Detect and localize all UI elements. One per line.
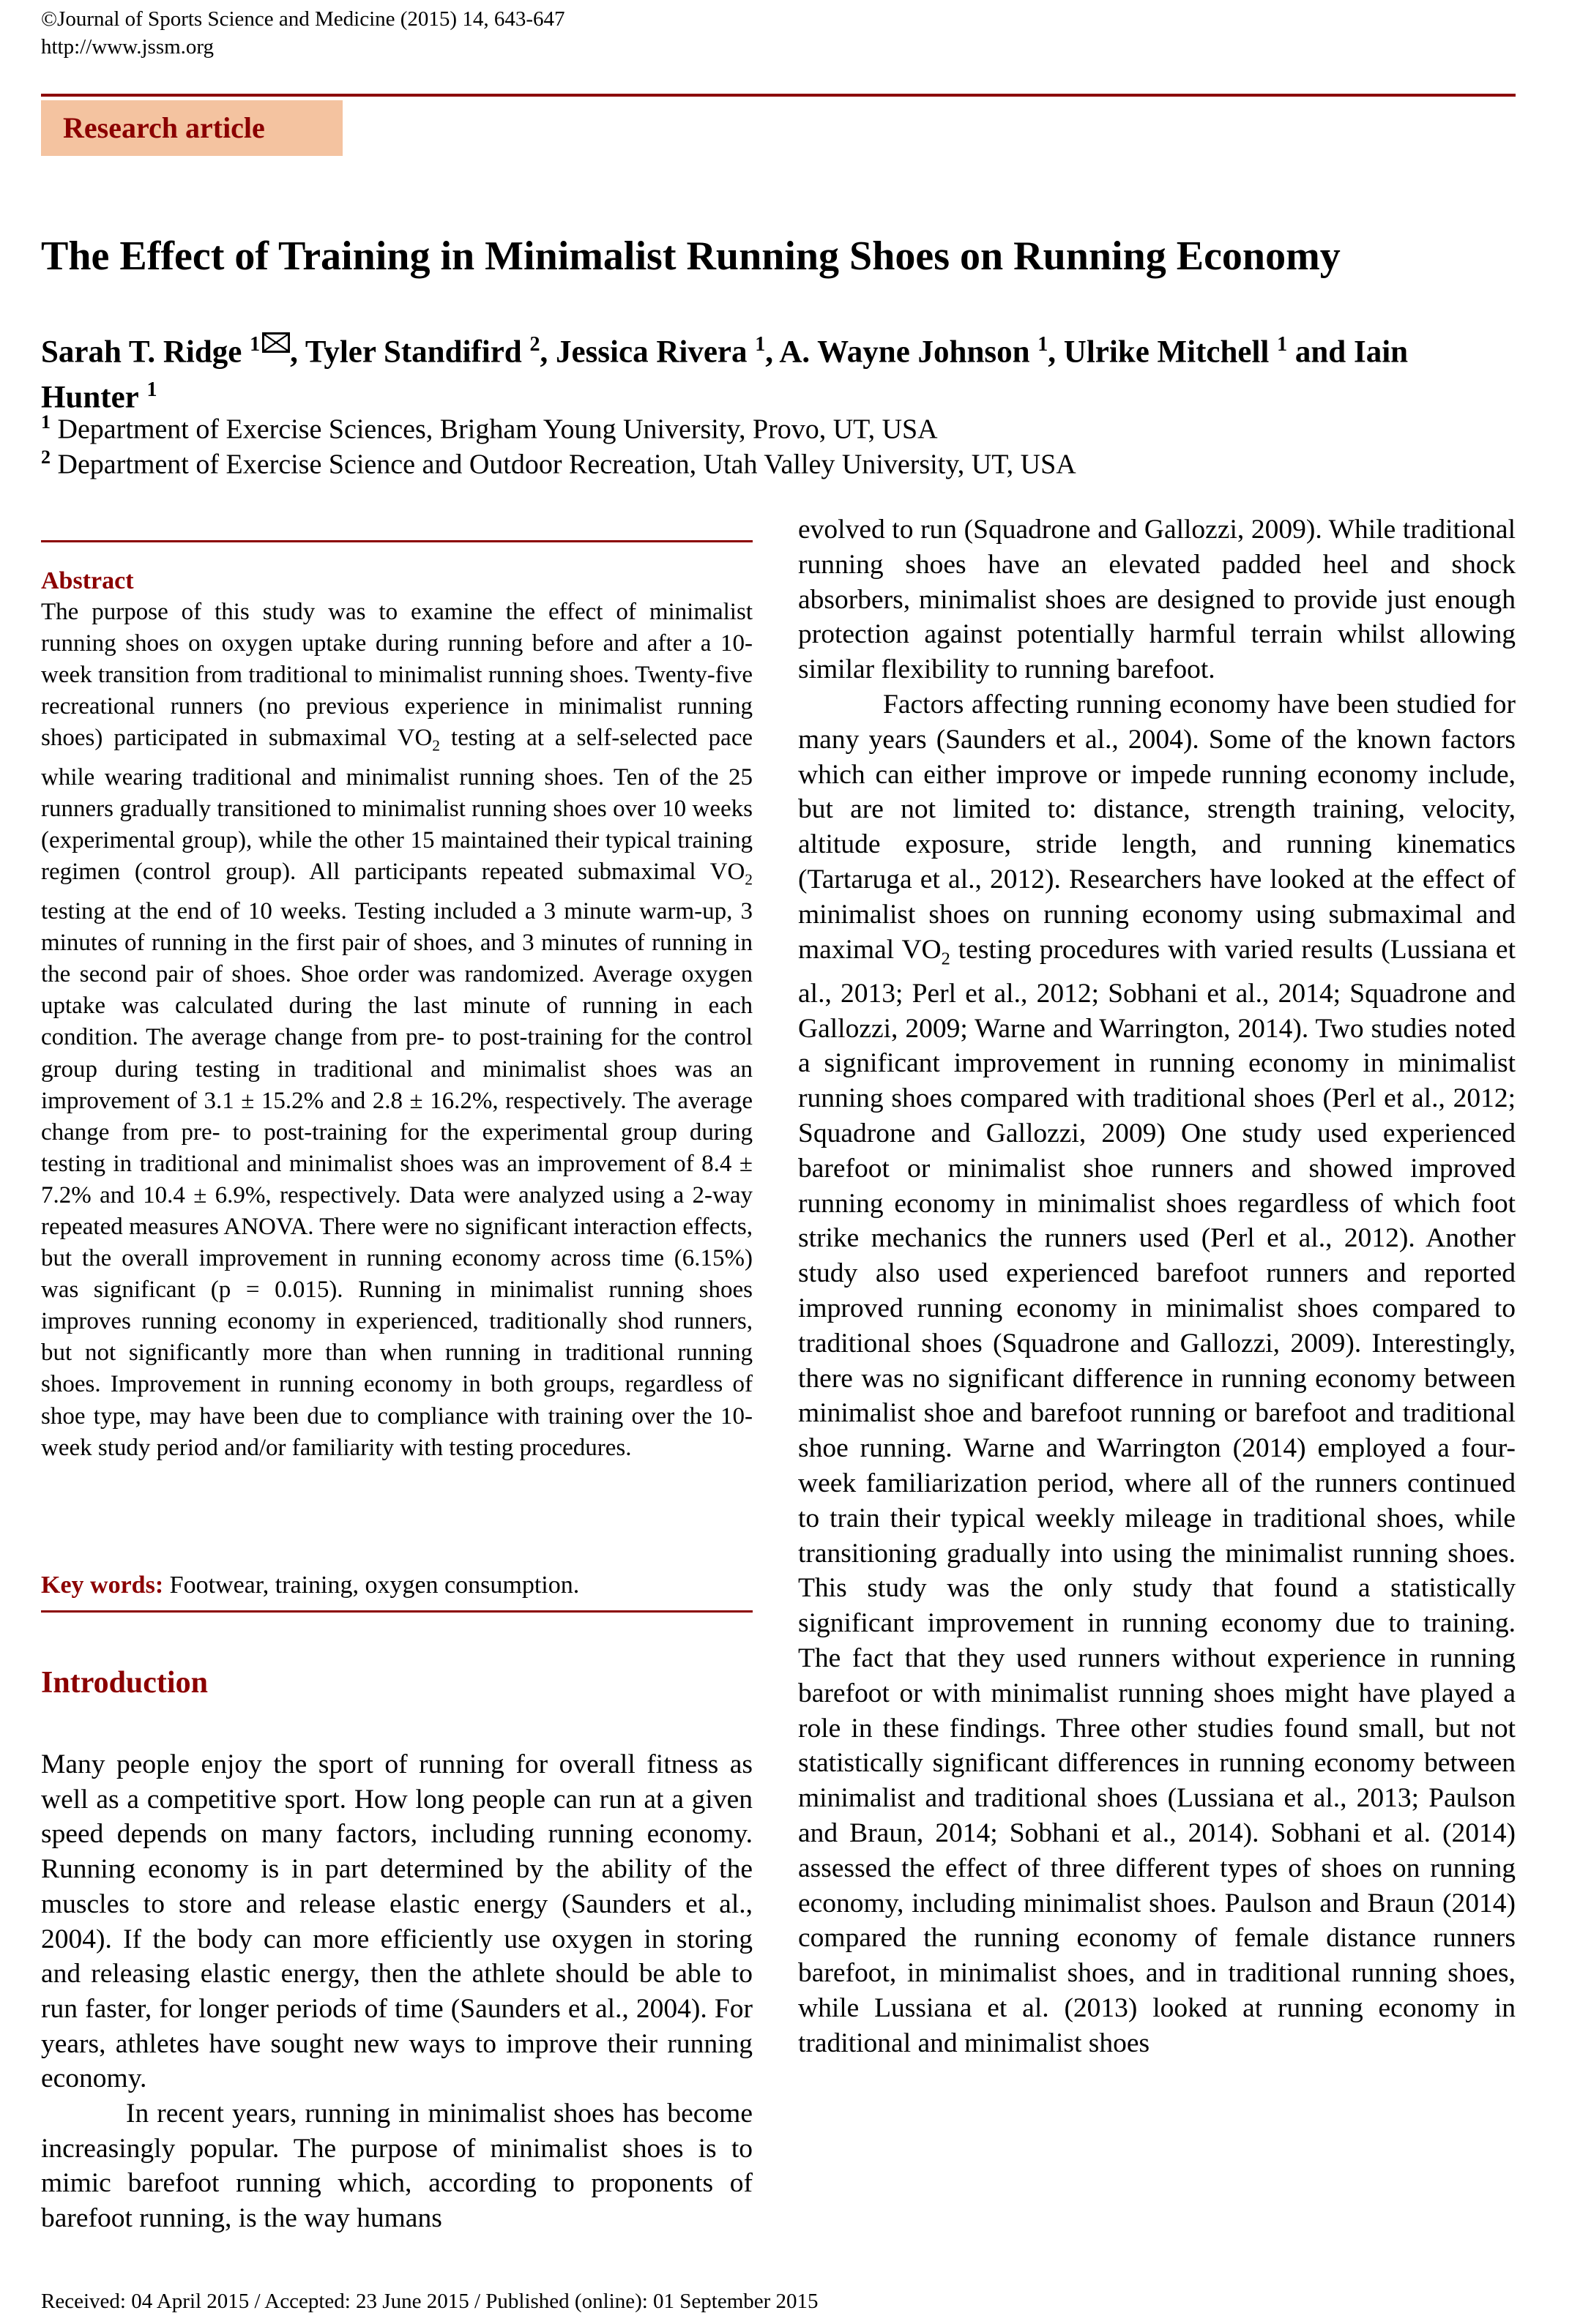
subscript: 2	[745, 870, 753, 889]
author-affil-number: 1	[146, 378, 157, 402]
subscript: 2	[432, 736, 440, 755]
journal-url[interactable]: http://www.jssm.org	[41, 35, 215, 59]
author-affil-number: 1	[1037, 333, 1048, 356]
paragraph: evolved to run (Squadrone and Gallozzi, 2009). While traditional running shoes have an elevated padded heel and shock absorbers, minimalist shoes are designed to provide just enough protection against potentially harmful terrain whilst allowing similar flexibility to running barefoot.	[798, 515, 1516, 685]
author-name: , A. Wayne Johnson	[765, 335, 1030, 370]
paragraph-text: Factors affecting running economy have been studied for many years (Saunders et al., 2004). Some of the known factors which can either improve or impede running economy include, but are not limited to: distance, strength training, velocity, altitude exposure, stride length, and running kinematics (Tartaruga et al., 2012). Researchers have looked at the effect of minimalist shoes on running economy using submaximal and maximal VO	[798, 689, 1516, 965]
affiliation-2	[41, 440, 1076, 482]
author-affil-number: 2	[529, 333, 540, 356]
abstract-body	[41, 597, 753, 1464]
affiliation-number: 2	[41, 447, 51, 468]
journal-citation: ©Journal of Sports Science and Medicine (2015) 14, 643-647	[41, 7, 565, 31]
paragraph: Many people enjoy the sport of running for overall fitness as well as a competitive sport. How long people can run at a given speed depends on many factors, including running economy. Running economy is in part determined by the ability of the muscles to store and release elastic energy (Saunders et al., 2004). If the body can more efficiently use oxygen in storing and releasing elastic energy, then the athlete should be able to run faster, for longer periods of time (Saunders et al., 2004). For years, athletes have sought new ways to improve their running economy.	[41, 1749, 753, 2094]
author-affil-number: 1	[1277, 333, 1288, 356]
keywords-bottom-rule	[41, 1610, 753, 1613]
abstract-heading: Abstract	[41, 567, 134, 594]
affiliation-number: 1	[41, 411, 51, 433]
author-list	[41, 326, 1520, 417]
abstract-text: The purpose of this study was to examine the effect of minimalist running shoes on oxygen uptake during running before and after a 10-week transition from traditional to minimalist running shoes. Twenty-five recreational runners (no previous experience in minimalist running shoes) participated in submaximal VO	[41, 599, 753, 752]
author-name: Sarah T. Ridge	[41, 335, 242, 370]
keywords	[41, 1572, 579, 1599]
introduction-heading: Introduction	[41, 1666, 208, 1700]
author-name: , Jessica Rivera	[540, 335, 748, 370]
paper-title: The Effect of Training in Minimalist Running Shoes on Running Economy	[41, 233, 1341, 279]
author-name: , Ulrike Mitchell	[1048, 335, 1270, 370]
paragraph: In recent years, running in minimalist shoes has become increasingly popular. The purpose of minimalist shoes is to mimic barefoot running which, according to proponents of barefoot running, is the way humans	[41, 2099, 753, 2234]
abstract-text: testing at the end of 10 weeks. Testing included a 3 minute warm-up, 3 minutes of running in the first pair of shoes, and 3 minutes of running in the second pair of shoes. Shoe order was randomized. Average oxygen uptake was calculated during the last minute of running in each condition. The average change from pre- to post-training for the control group during testing in traditional and minimalist shoes was an improvement of 3.1 ± 15.2% and 2.8 ± 16.2%, respectively. The average change from pre- to post-training for the experimental group during testing in traditional and minimalist shoes was an improvement of 8.4 ± 7.2% and 10.4 ± 6.9%, respectively. Data were analyzed using a 2-way repeated measures ANOVA. There were no significant interaction effects, but the overall improvement in running economy across time (6.15%) was significant (p = 0.015). Running in minimalist running shoes improves running economy in experienced, traditionally shod runners, but not significantly more than when running in traditional running shoes. Improvement in running economy in both groups, regardless of shoe type, may have been due to compliance with training over the 10-week study period and/or familiarity with testing procedures.	[41, 898, 753, 1461]
mail-icon[interactable]	[262, 332, 290, 353]
author-affil-number: 1	[250, 333, 261, 356]
subscript: 2	[941, 949, 950, 969]
affiliation-text: Department of Exercise Science and Outdoor Recreation, Utah Valley University, UT, USA	[51, 449, 1076, 480]
keywords-text: Footwear, training, oxygen consumption.	[163, 1572, 580, 1599]
article-type-label: Research article	[63, 111, 265, 144]
header-rule	[41, 94, 1516, 97]
author-affil-number: 1	[755, 333, 766, 356]
article-type-badge	[41, 100, 343, 156]
keywords-label: Key words:	[41, 1572, 164, 1599]
affiliation-text: Department of Exercise Sciences, Brigham Young University, Provo, UT, USA	[51, 414, 938, 445]
author-name: , Tyler Standifird	[290, 335, 522, 370]
right-column-body	[798, 512, 1516, 2061]
abstract-text: testing at a self-selected pace while wearing traditional and minimalist running shoes. Ten of the 25 runners gradually transitioned to minimalist running shoes over 10 weeks (experimental group), while the other 15 maintained their typical training regimen (control group). All participants repeated submaximal VO	[41, 725, 753, 886]
author-name: and Iain Hunter	[41, 335, 1409, 415]
paragraph	[798, 687, 1516, 2061]
paragraph-text: testing procedures with varied results (Lussiana et al., 2013; Perl et al., 2012; Sobhani et al., 2014; Squadrone and Gallozzi, 2009; Warne and Warrington, 2014). Two studies noted a significant improvement in running economy in minimalist running shoes compared with traditional shoes (Perl et al., 2012; Squadrone and Gallozzi, 2009) One study used experienced barefoot or minimalist shoe runners and showed improved running economy in minimalist shoes regardless of which foot strike mechanics the runners used (Perl et al., 2012). Another study also used experienced barefoot runners and reported improved running economy in minimalist shoes compared to traditional shoes (Squadrone and Gallozzi, 2009). Interestingly, there was no significant difference in running economy between minimalist shoe and barefoot running or barefoot and traditional shoe running. Warne and Warrington (2014) employed a four-week familiarization period, where all of the runners continued to train their typical weekly mileage in traditional shoes, while transitioning gradually into using the minimalist running shoes. This study was the only study that found a statistically significant improvement in running economy due to training. The fact that they used runners without experience in running barefoot or with minimalist running shoes might have played a role in these findings. Three other studies found small, but not statistically significant differences in running economy between minimalist and traditional shoes (Lussiana et al., 2013; Paulson and Braun, 2014; Sobhani et al., 2014). Sobhani et al. (2014) assessed the effect of three different types of shoes on running economy, including minimalist shoes. Paulson and Braun (2014) compared the running economy of female distance runners barefoot, in minimalist shoes, and in traditional running shoes, while Lussiana et al. (2013) looked at running economy in traditional and minimalist shoes	[798, 934, 1516, 2058]
introduction-body	[41, 1747, 753, 2236]
abstract-top-rule	[41, 540, 753, 542]
publication-dates: Received: 04 April 2015 / Accepted: 23 June 2015 / Published (online): 01 September 2015	[41, 2290, 819, 2313]
